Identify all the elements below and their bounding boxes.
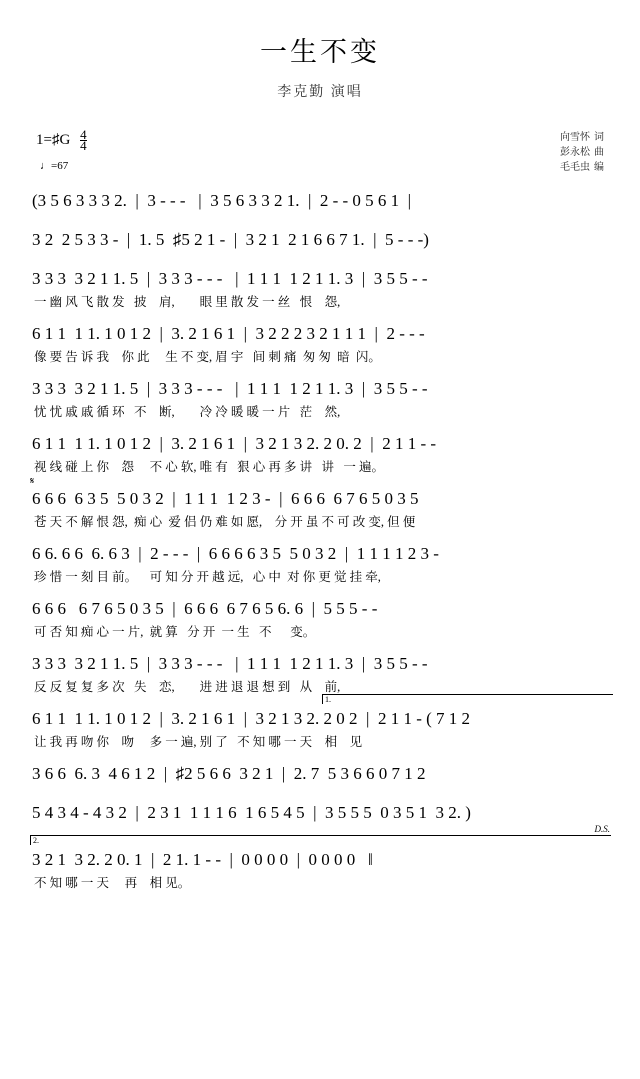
- page-title: 一生不变: [260, 37, 380, 67]
- score-line: [30, 800, 614, 834]
- segno-icon: 𝄋: [30, 476, 35, 487]
- notation-row: 3 6 6 6. 3 4 6 1 2 | ♯2 5 6 6 3 2 1 | 2. 7 5 3 6 6 0 7 1 2: [32, 764, 426, 783]
- performer-credit: 李克勤 演唱: [277, 85, 363, 100]
- sheet-music-page: [0, 30, 640, 1079]
- lyrics-row: 一 幽 风 飞 散 发 披 肩, 眼 里 散 发 一 丝 恨 怨,: [34, 295, 341, 309]
- volta-bracket-1: [322, 694, 613, 704]
- notation-row: 3 3 3 3 2 1 1. 5 | 3 3 3 - - - | 1 1 1 1 2 1 1. 3 | 3 5 5 - -: [32, 379, 428, 398]
- volta-bracket-2: [30, 835, 611, 845]
- credits-block: [560, 130, 604, 175]
- tempo-marking: ♩=67: [40, 160, 69, 172]
- lyrics-row: 像 要 告 诉 我 你 此 生 不 变, 眉 宇 间 刺 痛 匆 匆 暗 闪。: [34, 350, 381, 364]
- notation-row: 3 2 1 3 2. 2 0. 1 | 2 1. 1 - - | 0 0 0 0 | 0 0 0 0 ‖: [32, 850, 373, 869]
- credit-composer: [560, 145, 604, 160]
- key-signature: [36, 127, 87, 153]
- lyrics-row: 忧 忧 戚 戚 循 环 不 断, 冷 冷 暖 暖 一 片 茫 然,: [34, 405, 341, 419]
- score-line: [30, 761, 614, 791]
- score-line: [30, 431, 614, 477]
- notation-row: 6 6. 6 6 6. 6 3 | 2 - - - | 6 6 6 6 3 5 5 0 3 2 | 1 1 1 1 2 3 -: [32, 544, 439, 563]
- score-line: [30, 695, 614, 752]
- notation-row: 5 4 3 4 - 4 3 2 | 2 3 1 1 1 1 6 1 6 5 4 5 | 3 5 5 5 0 3 5 1 3 2. ): [32, 803, 471, 822]
- lyrics-row: 苍 天 不 解 恨 怨, 痴 心 爱 侣 仍 难 如 愿, 分 开 虽 不 可 改 变, 但 便: [34, 515, 416, 529]
- credit-name: 向雪怀: [560, 132, 590, 143]
- credit-arranger: [560, 160, 604, 175]
- score-line: [30, 227, 614, 257]
- score-line: [30, 188, 614, 218]
- lyrics-row: 视 线 碰 上 你 怨 不 心 软, 唯 有 狠 心 再 多 讲 讲 一 遍。: [34, 460, 385, 474]
- notation-row: 3 3 3 3 2 1 1. 5 | 3 3 3 - - - | 1 1 1 1 2 1 1. 3 | 3 5 5 - -: [32, 654, 428, 673]
- credit-name: 毛毛虫: [560, 162, 590, 173]
- notation-row: 3 2 2 5 3 3 - | 1. 5 ♯5 2 1 - | 3 2 1 2 1 6 6 7 1. | 5 - - -): [32, 230, 429, 249]
- credit-role: 曲: [594, 147, 604, 158]
- notation-row: (3 5 6 3 3 3 2. | 3 - - - | 3 5 6 3 3 2 1. | 2 - - 0 5 6 1 |: [32, 191, 412, 210]
- volta-label: 2.: [33, 836, 39, 845]
- lyrics-row: 珍 惜 一 刻 目 前。 可 知 分 开 越 远, 心 中 对 你 更 觉 挂 牵,: [34, 570, 381, 584]
- lyrics-row: 不 知 哪 一 天 再 相 见。: [34, 876, 191, 890]
- music-staff: [30, 188, 614, 894]
- lyrics-row: 反 反 复 复 多 次 失 恋, 进 进 退 退 想 到 从 前,: [34, 680, 341, 694]
- credit-name: 彭永松: [560, 147, 590, 158]
- score-line: [30, 321, 614, 367]
- notation-row: 3 3 3 3 2 1 1. 5 | 3 3 3 - - - | 1 1 1 1 2 1 1. 3 | 3 5 5 - -: [32, 269, 428, 288]
- volta-label: 1.: [325, 695, 331, 704]
- key-value: ♯G: [51, 131, 71, 148]
- score-line: [30, 266, 614, 312]
- score-line: [30, 541, 614, 587]
- score-line: [30, 836, 614, 893]
- credit-role: 编: [594, 162, 604, 173]
- time-top: 4: [80, 127, 87, 142]
- ds-mark: D.S.: [594, 824, 610, 834]
- notation-row: 6 1 1 1 1. 1 0 1 2 | 3. 2 1 6 1 | 3 2 2 2 3 2 1 1 1 | 2 - - -: [32, 324, 425, 343]
- notation-row: 6 6 6 6 3 5 5 0 3 2 | 1 1 1 1 2 3 - | 6 6 6 6 7 6 5 0 3 5: [32, 489, 419, 508]
- credit-role: 词: [594, 132, 604, 143]
- notation-row: 6 1 1 1 1. 1 0 1 2 | 3. 2 1 6 1 | 3 2 1 3 2. 2 0. 2 | 2 1 1 - -: [32, 434, 437, 453]
- lyrics-row: 让 我 再 吻 你 吻 多 一 遍, 别 了 不 知 哪 一 天 相 见: [34, 735, 363, 749]
- score-line: [30, 596, 614, 642]
- key-label: 1=: [36, 131, 52, 148]
- credit-lyricist: [560, 130, 604, 145]
- notation-row: 6 1 1 1 1. 1 0 1 2 | 3. 2 1 6 1 | 3 2 1 3 2. 2 0 2 | 2 1 1 - ( 7 1 2: [32, 709, 471, 728]
- score-line: [30, 476, 614, 532]
- score-line: [30, 651, 614, 697]
- lyrics-row: 可 否 知 痴 心 一 片, 就 算 分 开 一 生 不 变。: [34, 625, 316, 639]
- time-signature: [80, 127, 87, 153]
- score-line: [30, 376, 614, 422]
- notation-row: 6 6 6 6 7 6 5 0 3 5 | 6 6 6 6 7 6 5 6. 6 | 5 5 5 - -: [32, 599, 378, 618]
- time-bottom: 4: [80, 138, 87, 153]
